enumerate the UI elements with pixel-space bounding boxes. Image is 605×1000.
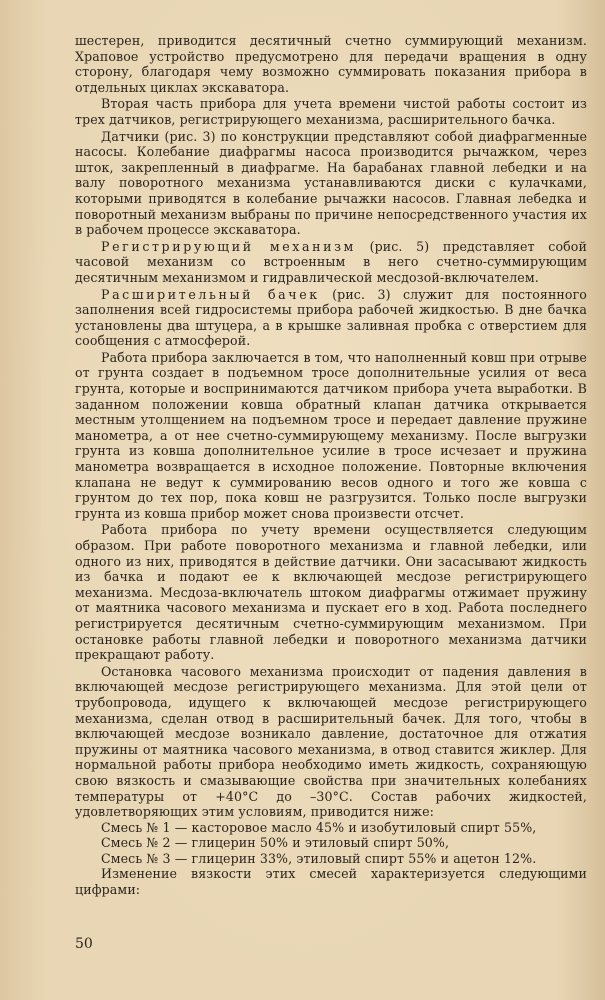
mixture-item-2: Смесь № 2 — глицерин 50% и этиловый спирт 50%,	[101, 835, 450, 851]
paragraph-clock-stop: Остановка часового механизма происходит от падения давления в включающей месдозе регистрирующего механизма. Для этой цели от трубопровода, идущего к включающей месдозе регистрирующего механизма, сделан отвод в расширительный бачек. Для того, чтобы в включающей месдозе возникало давление, достаточное для отжатия пружины от маятника часового механизма, в отвод ставится жиклер. Для нормальной работы прибора необходимо иметь жидкость, сохраняющую свою вязкость и смазывающие свойства при значительных колебаниях температуры от +40°С до –30°С. Состав рабочих жидкостей, удовлетворяющих этим условиям, приводится ниже:	[75, 663, 587, 820]
paragraph-gear-counter: шестерен, приводится десятичный счетно суммирующий механизм. Храповое устройство предусмотрено для передачи вращения в одну сторону, благодаря чему возможно суммировать показания прибора в отдельных циклах экскаватора.	[75, 33, 587, 95]
page-text-block	[75, 33, 587, 898]
paragraph-time-part: Вторая часть прибора для учета времени чистой работы состоит из трех датчиков, регистрирующего механизма, расширительного бачка.	[75, 96, 587, 127]
paragraph-sensors: Датчики (рис. 3) по конструкции представляют собой диафрагменные насосы. Колебание диафрагмы насоса производится рычажком, через шток, закрепленный в диафрагме. На барабанах главной лебедки и на валу поворотного механизма устанавливаются диски с кулачками, которыми приводятся в колебание рычажки насосов. Главная лебедка и поворотный механизм выбраны по причине непосредственного участия их в рабочем процессе экскаватора.	[75, 128, 587, 238]
mixture-item-3: Смесь № 3 — глицерин 33%, этиловый спирт 55% и ацетон 12%.	[101, 850, 537, 866]
paragraph-expansion-tank-text: (рис. 3) служит для постоянного заполнения всей гидросистемы прибора рабочей жидкостью. В дне бачка установлены два штуцера, а в крышке заливная пробка с отверстием для сообщения с атмосферой.	[75, 286, 587, 349]
mixtures-list	[101, 820, 587, 867]
paragraph-time-accounting: Работа прибора по учету времени осуществляется следующим образом. При работе поворотного механизма и главной лебедки, или одного из них, приводятся в действие датчики. Они засасывают жидкость из бачка и подают ее к включающей месдозе регистрирующего механизма. Месдоза-включатель штоком диафрагмы отжимает пружину от маятника часового механизма и пускает его в ход. Работа последнего регистрируется десятичным счетно-суммирующим механизмом. При остановке работы главной лебедки и поворотного механизма датчики прекращают работу.	[75, 522, 587, 663]
paragraph-device-operation: Работа прибора заключается в том, что наполненный ковш при отрыве от грунта создает в подъемном тросе дополнительные усилия от веса грунта, которые и воспринимаются датчиком прибора учета выработки. В заданном положении ковша обратный клапан датчика открывается местным утолщением на подъемном тросе и передает давление пружине манометра, а от нее счетно-суммирующему механизму. После выгрузки грунта из ковша дополнительное усилие в тросе исчезает и пружина манометра возвращается в исходное положение. Повторные включения клапана не ведут к суммированию весов одного и того же ковша с грунтом до тех пор, пока ковш не разгрузится. Только после выгрузки грунта из ковша прибор может снова произвести отсчет.	[75, 349, 587, 521]
paragraph-registering-mechanism	[75, 239, 587, 286]
mixture-item-1: Смесь № 1 — касторовое масло 45% и изобутиловый спирт 55%,	[101, 819, 537, 835]
page-number: 50	[75, 936, 93, 952]
paragraph-registering-mechanism-text: (рис. 5) представляет собой часовой механизм со встроенным в него счетно-суммирующим десятичным механизмом и гидравлической месдозой-включателем.	[75, 238, 587, 285]
term-expansion-tank: Расширительный бачек	[101, 286, 320, 302]
term-registering-mechanism: Регистрирующий механизм	[101, 238, 356, 254]
paragraph-expansion-tank	[75, 287, 587, 349]
paragraph-viscosity: Изменение вязкости этих смесей характеризуется следующими цифрами:	[75, 866, 587, 898]
